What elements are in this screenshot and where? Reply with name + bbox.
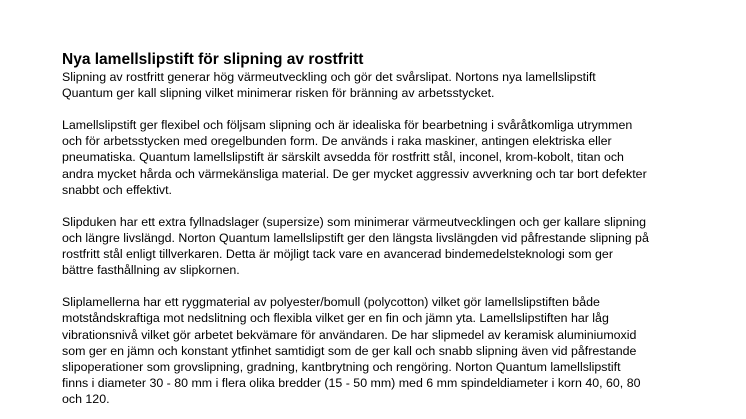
paragraph-line: motståndskraftiga mot nedslitning och flexibla vilket ger en fin och jämn yta. Lamellslipstiften har låg	[62, 311, 609, 326]
paragraph-line: Slipning av rostfritt generar hög värmeutveckling och gör det svårslipat. Nortons nya lamellslipstift	[62, 70, 596, 84]
paragraph-line: vibrationsnivå vilket gör arbetet bekvämare för användaren. De har slipmedel av keramisk aluminiumoxid	[62, 327, 637, 342]
paragraph-line: Slipduken har ett extra fyllnadslager (supersize) som minimerar värmeutvecklingen och ger kallare slipning	[62, 214, 646, 229]
paragraph-line: och för arbetsstycken med oregelbunden form. De används i raka maskiner, antingen elektriska eller	[62, 134, 612, 149]
article	[62, 51, 702, 419]
article-title: Nya lamellslipstift för slipning av rostfritt	[62, 51, 364, 68]
paragraph-usage	[62, 117, 702, 197]
paragraph-line: snabbt och effektivt.	[62, 182, 172, 197]
paragraph-line: rostfritt stål enligt tillverkaren. Detta är möjligt tack vare en avancerad bindemedelsteknologi som ger	[62, 247, 613, 262]
paragraph-line: och längre livslängd. Norton Quantum lamellslipstift ger den längsta livslängden vid påfrestande slipning på	[62, 230, 649, 245]
paragraph-line: Sliplamellerna har ett ryggmaterial av polyester/bomull (polycotton) vilket gör lamellslipstiften både	[62, 295, 600, 310]
paragraph-line: finns i diameter 30 - 80 mm i flera olika bredder (15 - 50 mm) med 6 mm spindeldiameter i korn 40, 60, 80	[62, 375, 641, 390]
paragraph-durability	[62, 214, 702, 278]
paragraph-line: som ger en jämn och konstant ytfinhet samtidigt som de ger kall och snabb slipning även vid påfrestande	[62, 343, 637, 358]
paragraph-line: slipoperationer som grovslipning, gradning, kantbrytning och rengöring. Norton Quantum lamellslipstift	[62, 359, 621, 374]
paragraph-line: bättre fasthållning av slipkornen.	[62, 263, 240, 278]
paragraph-line: Quantum ger kall slipning vilket minimerar risken för bränning av arbetsstycket.	[62, 86, 495, 101]
paragraph-line: andra mycket hårda och värmekänsliga material. De ger mycket aggressiv avverkning och tar bort defekter	[62, 166, 647, 181]
paragraph-line: och 120.	[62, 391, 110, 406]
paragraph-line: pneumatiska. Quantum lamellslipstift är särskilt avsedda för rostfritt stål, inconel, krom-kobolt, titan och	[62, 150, 624, 165]
paragraph-intro	[62, 69, 702, 101]
paragraph-materials	[62, 294, 702, 407]
paragraph-line: Lamellslipstift ger flexibel och följsam slipning och är idealiska för bearbetning i svåråtkomliga utrymmen	[62, 118, 633, 133]
